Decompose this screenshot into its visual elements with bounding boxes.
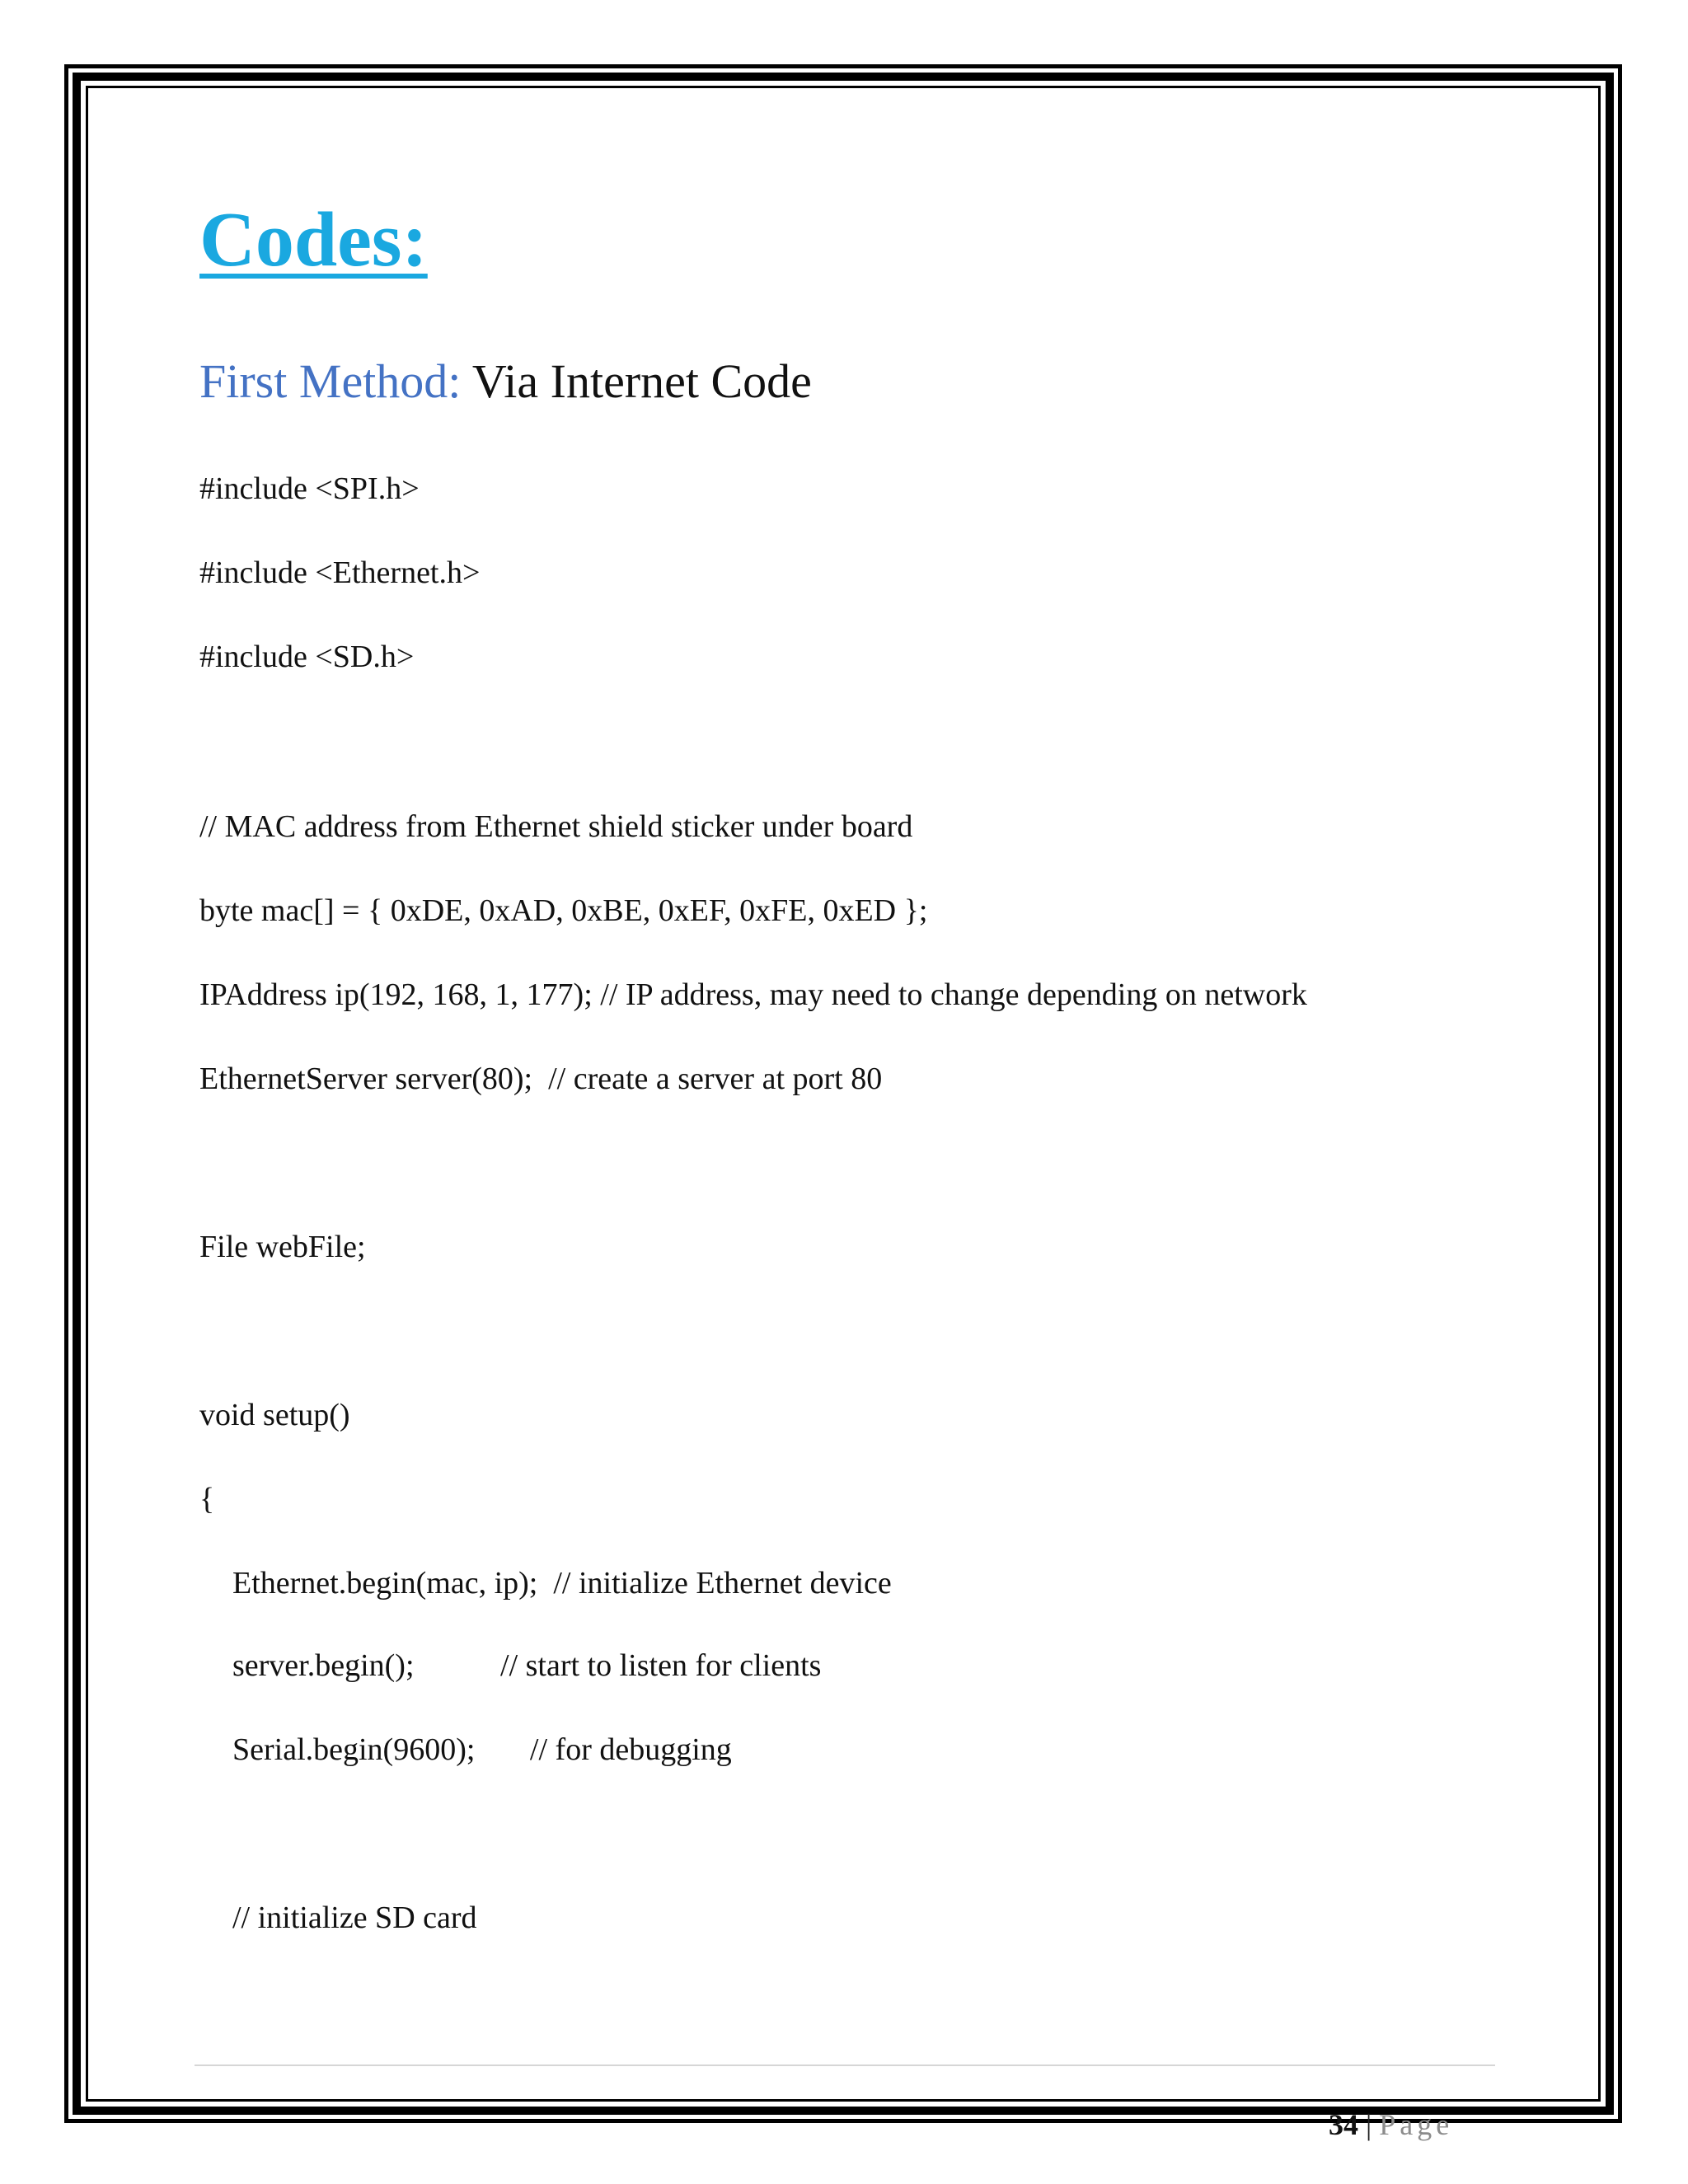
code-line-web-file: File webFile; [199,1230,366,1264]
code-line-open-brace: { [199,1482,215,1516]
page-number-value: 34 [1329,2108,1358,2141]
footer-divider [195,2064,1495,2066]
code-line-server-begin: server.begin(); // start to listen for clients [232,1648,822,1683]
method-subheading [199,354,812,408]
page-word: Page [1379,2108,1454,2141]
code-line-ethernet-server: EthernetServer server(80); // create a server at port 80 [199,1062,883,1096]
page-number [1329,2110,1453,2139]
code-line-mac-comment: // MAC address from Ethernet shield sticker under board [199,809,913,844]
code-line-include-spi: #include <SPI.h> [199,471,420,506]
code-line-ethernet-begin: Ethernet.begin(mac, ip); // initialize Ethernet device [232,1566,892,1601]
section-heading: Codes: [199,197,428,283]
code-line-include-sd: #include <SD.h> [199,640,415,674]
code-line-mac-array: byte mac[] = { 0xDE, 0xAD, 0xBE, 0xEF, 0xFE, 0xED }; [199,893,928,928]
code-line-serial-begin: Serial.begin(9600); // for debugging [232,1732,732,1767]
code-line-setup-signature: void setup() [199,1398,350,1432]
method-label: First Method: [199,354,462,408]
code-line-sd-comment: // initialize SD card [232,1900,477,1935]
code-line-include-ethernet: #include <Ethernet.h> [199,555,481,590]
code-line-ip-address: IPAddress ip(192, 168, 1, 177); // IP address, may need to change depending on network [199,977,1307,1012]
page-number-separator: | [1358,2108,1380,2141]
method-title: Via Internet Code [461,354,812,408]
